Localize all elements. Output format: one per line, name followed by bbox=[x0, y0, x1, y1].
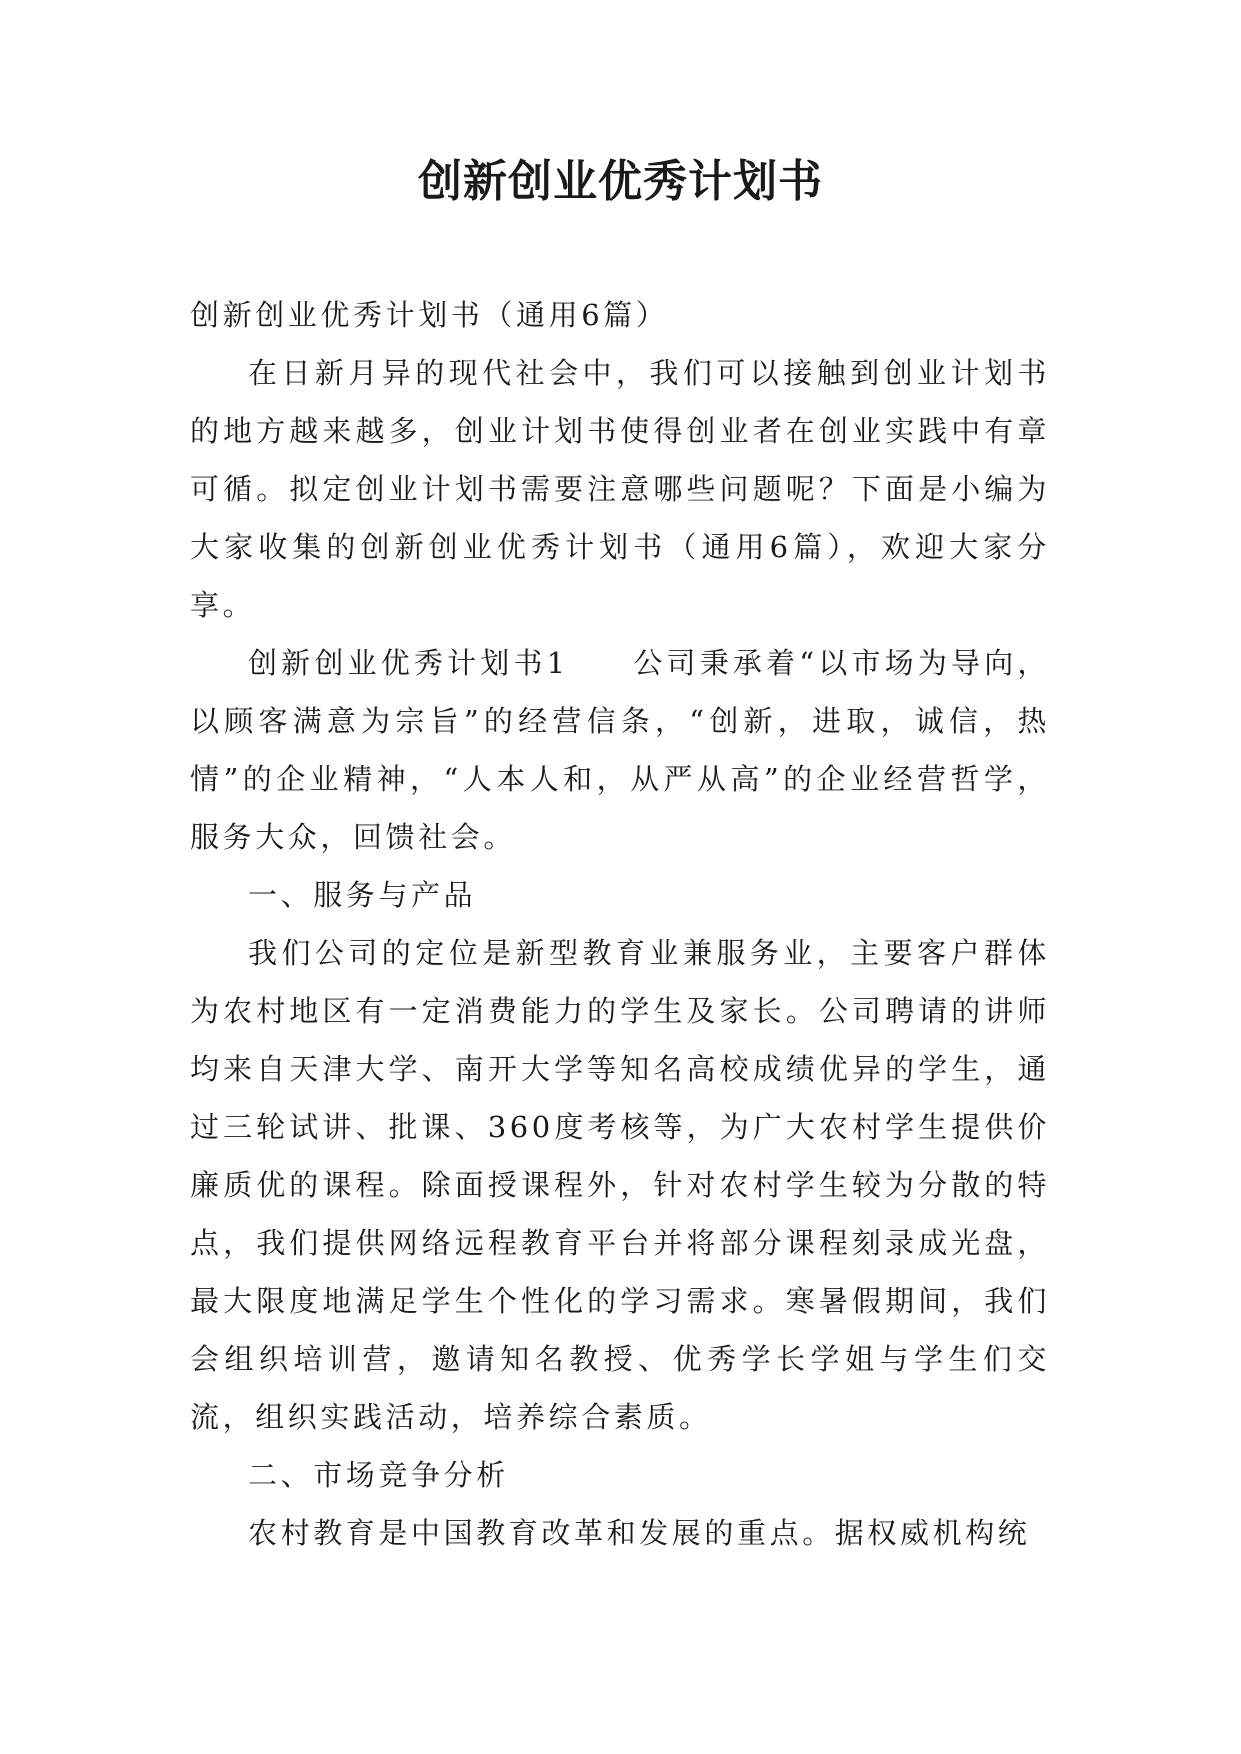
document-title: 创新创业优秀计划书 bbox=[418, 156, 823, 207]
section1-heading: 一、服务与产品 bbox=[248, 878, 477, 912]
plan1-paragraph bbox=[190, 634, 1050, 866]
section2-heading: 二、市场竞争分析 bbox=[248, 1458, 509, 1492]
document-subtitle: 创新创业优秀计划书（通用6篇） bbox=[190, 298, 669, 332]
plan1-text: 公司秉承着“以市场为导向，以顾客满意为宗旨”的经营信条，“创新，进取，诚信，热情”的企业精神，“人本人和，从严从高”的企业经营哲学，服务大众，回馈社会。 bbox=[190, 646, 1050, 854]
section2-paragraph: 农村教育是中国教育改革和发展的重点。据权威机构统 bbox=[248, 1516, 1031, 1550]
document-body bbox=[190, 286, 1050, 1562]
section1-paragraph: 我们公司的定位是新型教育业兼服务业，主要客户群体为农村地区有一定消费能力的学生及家长。公司聘请的讲师均来自天津大学、南开大学等知名高校成绩优异的学生，通过三轮试讲、批课、360度考核等，为广大农村学生提供价廉质优的课程。除面授课程外，针对农村学生较为分散的特点，我们提供网络远程教育平台并将部分课程刻录成光盘，最大限度地满足学生个性化的学习需求。寒暑假期间，我们会组织培训营，邀请知名教授、优秀学长学姐与学生们交流，组织实践活动，培养综合素质。 bbox=[190, 936, 1050, 1434]
plan1-heading: 创新创业优秀计划书1 bbox=[248, 646, 569, 680]
intro-paragraph: 在日新月异的现代社会中，我们可以接触到创业计划书的地方越来越多，创业计划书使得创业者在创业实践中有章可循。拟定创业计划书需要注意哪些问题呢？下面是小编为大家收集的创新创业优秀计划书（通用6篇），欢迎大家分享。 bbox=[190, 356, 1050, 622]
